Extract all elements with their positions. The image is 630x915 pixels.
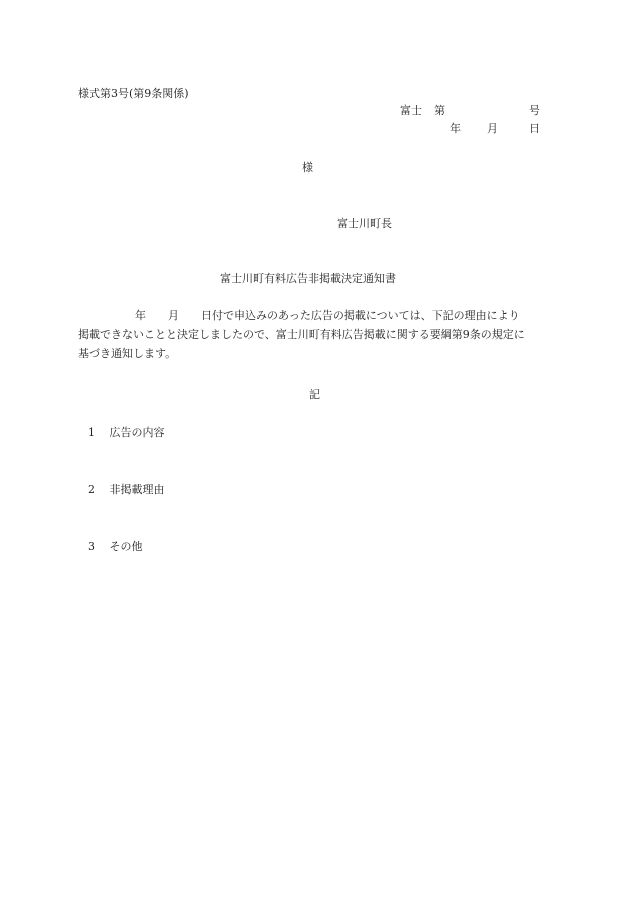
date-day: 日 [529, 122, 540, 135]
doc-number-dai: 第 [434, 104, 445, 117]
item-number: 3 [88, 540, 95, 553]
document-number [400, 103, 540, 119]
item-number: 2 [88, 483, 95, 496]
date-month: 月 [487, 122, 498, 135]
ki-heading: 記 [309, 388, 320, 401]
list-item [88, 425, 165, 441]
issuer-name: 富士川町長 [337, 217, 392, 230]
form-number-label: 様式第3号(第9条関係) [78, 87, 189, 100]
issue-date [450, 121, 540, 137]
document-title: 富士川町有料広告非掲載決定通知書 [220, 272, 396, 285]
body-line-3: 基づき通知します。 [78, 347, 177, 360]
recipient-honorific: 様 [302, 161, 313, 174]
item-number: 1 [88, 426, 95, 439]
doc-number-prefix: 富士 [400, 104, 422, 117]
item-label: その他 [109, 540, 143, 553]
doc-number-suffix: 号 [529, 104, 540, 117]
body-line-2: 掲載できないことと決定しましたので、富士川町有料広告掲載に関する要綱第9条の規定に [78, 328, 525, 341]
item-label: 広告の内容 [109, 426, 165, 439]
list-item [88, 539, 143, 555]
body-line-1: 年 月 日付で申込みのあった広告の掲載については、下記の理由により [135, 309, 520, 322]
date-year: 年 [450, 122, 461, 135]
body-text [78, 306, 553, 363]
list-item [88, 482, 165, 498]
item-label: 非掲載理由 [109, 483, 165, 496]
